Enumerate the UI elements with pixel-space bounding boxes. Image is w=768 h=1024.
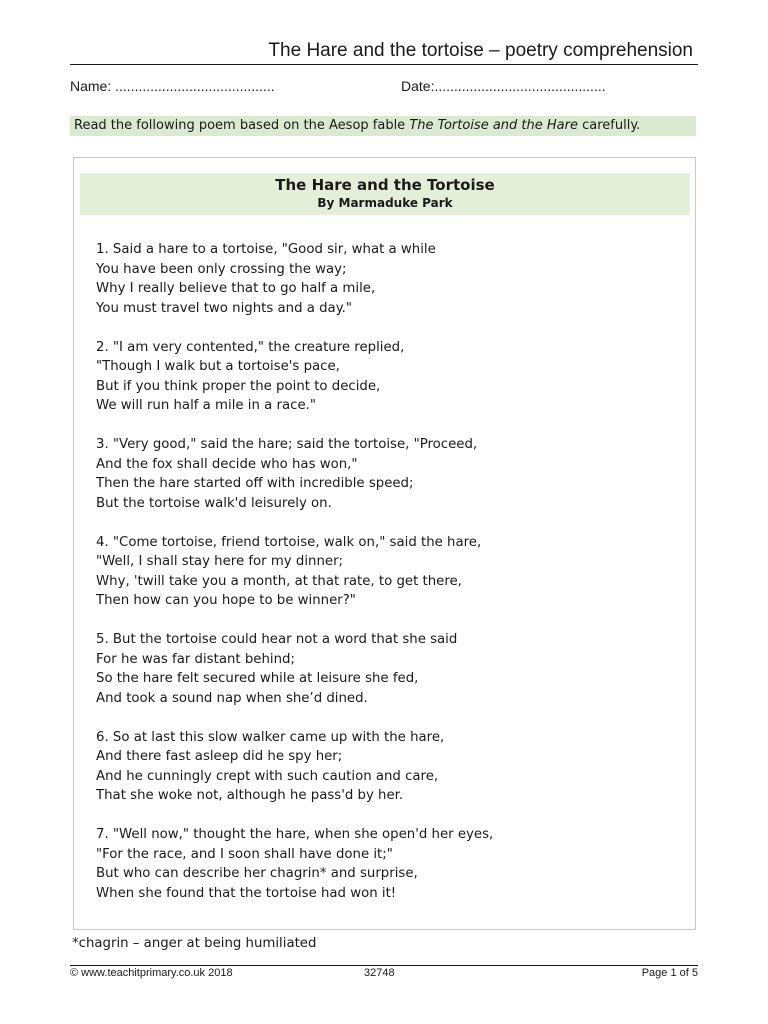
- stanza-line: For he was far distant behind;: [96, 651, 295, 667]
- stanza-line: So the hare felt secured while at leisure she fed,: [96, 671, 419, 686]
- stanza-line: But who can describe her chagrin* and surprise,: [96, 866, 418, 881]
- stanza-line: 4. "Come tortoise, friend tortoise, walk on," said the hare,: [96, 534, 482, 550]
- name-field: Name: .........................................: [70, 78, 275, 94]
- stanza-line: 7. "Well now," thought the hare, when she open'd her eyes,: [96, 827, 494, 842]
- stanza-line: 1. Said a hare to a tortoise, "Good sir, what a while: [96, 242, 436, 257]
- stanza-line: Why I really believe that to go half a mile,: [96, 281, 376, 296]
- page-title: The Hare and the tortoise – poetry comprehension: [268, 40, 693, 61]
- instruction-banner: [70, 116, 696, 136]
- stanza-line: And took a sound nap when she’d dined.: [96, 690, 368, 706]
- footnote: *chagrin – anger at being humiliated: [72, 936, 317, 951]
- document-code: 32748: [364, 967, 395, 979]
- stanza-3: [96, 435, 676, 513]
- stanza-line: You have been only crossing the way;: [96, 261, 347, 277]
- poem-title: The Hare and the Tortoise: [275, 176, 495, 194]
- fable-title: The Tortoise and the Hare: [409, 118, 578, 133]
- stanza-1: [96, 240, 676, 318]
- stanza-line: 6. So at last this slow walker came up with the hare,: [96, 729, 445, 745]
- page-footer: [70, 967, 698, 979]
- stanza-line: 2. "I am very contented," the creature replied,: [96, 339, 405, 355]
- stanza-line: That she woke not, although he pass'd by her.: [96, 788, 404, 803]
- poem-author: By Marmaduke Park: [317, 196, 453, 210]
- stanza-5: [96, 630, 676, 708]
- header-divider: [70, 64, 698, 65]
- poem-box: [73, 157, 696, 930]
- stanza-line: But if you think proper the point to decide,: [96, 378, 381, 394]
- instruction-text-end: carefully.: [577, 118, 641, 133]
- stanza-line: Then the hare started off with incredible speed;: [96, 476, 414, 491]
- stanza-line: "Though I walk but a tortoise's pace,: [96, 359, 340, 374]
- stanza-line: We will run half a mile in a race.": [96, 398, 316, 413]
- stanza-2: [96, 338, 676, 416]
- stanza-4: [96, 533, 676, 611]
- stanza-line: And there fast asleep did he spy her;: [96, 749, 343, 764]
- poem-heading: [80, 173, 690, 215]
- stanza-line: And the fox shall decide who has won,": [96, 456, 358, 472]
- stanza-line: 5. But the tortoise could hear not a word that she said: [96, 632, 458, 647]
- copyright-text: © www.teachitprimary.co.uk 2018: [70, 967, 233, 979]
- stanza-line: 3. "Very good," said the hare; said the tortoise, "Proceed,: [96, 437, 478, 452]
- stanza-line: Why, 'twill take you a month, at that rate, to get there,: [96, 573, 462, 589]
- stanza-line: You must travel two nights and a day.": [96, 300, 353, 316]
- page-number: Page 1 of 5: [641, 967, 698, 979]
- stanza-line: Then how can you hope to be winner?": [96, 593, 356, 608]
- stanza-line: But the tortoise walk'd leisurely on.: [96, 495, 332, 511]
- date-field: Date:............................................: [401, 78, 606, 94]
- stanza-line: "For the race, and I soon shall have done it;": [96, 846, 393, 862]
- stanza-6: [96, 728, 676, 806]
- stanza-line: "Well, I shall stay here for my dinner;: [96, 554, 344, 569]
- instruction-text: Read the following poem based on the Aesop fable: [74, 118, 410, 133]
- stanza-7: [96, 825, 676, 903]
- poem-stanzas: [96, 240, 676, 923]
- name-date-row: [70, 78, 695, 94]
- footer-divider: [70, 965, 698, 966]
- stanza-line: And he cunningly crept with such caution and care,: [96, 768, 439, 784]
- stanza-line: When she found that the tortoise had won it!: [96, 885, 397, 901]
